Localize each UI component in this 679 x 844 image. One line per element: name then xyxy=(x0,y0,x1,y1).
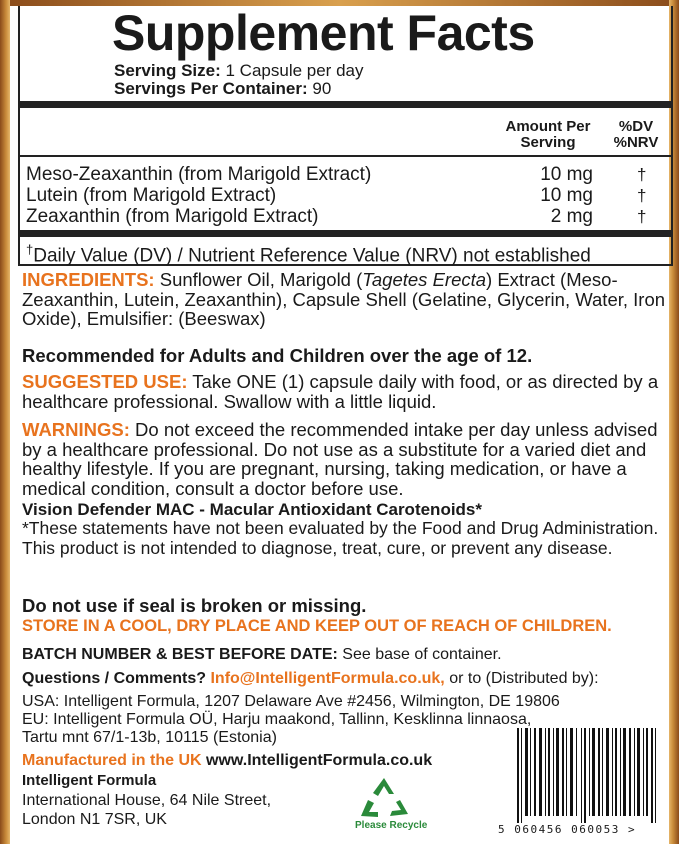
supplement-facts-panel xyxy=(18,6,673,266)
contact-label: Questions / Comments? xyxy=(22,670,207,687)
facts-footnote xyxy=(26,239,591,267)
serving-size-line xyxy=(114,62,363,80)
footnote-text: Daily Value (DV) / Nutrient Reference Value (NRV) not established xyxy=(33,245,591,267)
batch-text: See base of container. xyxy=(337,646,502,663)
label-frame-left xyxy=(0,0,10,844)
manufactured-label: Manufactured in the UK xyxy=(22,752,202,769)
warnings-paragraph xyxy=(22,420,672,498)
recycle-label: Please Recycle xyxy=(355,820,428,831)
barcode xyxy=(515,728,665,823)
manufactured-line xyxy=(22,752,432,770)
amount-header-line1: Amount Per xyxy=(505,118,591,135)
label-content xyxy=(10,6,669,844)
website-link[interactable]: www.IntelligentFormula.co.uk xyxy=(201,752,433,769)
company-address-line1: International House, 64 Nile Street, xyxy=(22,792,272,809)
footnote-dagger: † xyxy=(26,242,34,257)
dv-header-line2: %NRV xyxy=(613,134,659,151)
nutrient-row-name: Meso-Zeaxanthin (from Marigold Extract) xyxy=(26,164,372,185)
company-address-line2: London N1 7SR, UK xyxy=(22,811,167,828)
contact-email-link[interactable]: Info@IntelligentFormula.co.uk, xyxy=(206,670,445,687)
servings-per-container-line xyxy=(114,80,331,98)
servings-per-container-label: Servings Per Container: xyxy=(114,79,308,98)
nutrient-row-name: Lutein (from Marigold Extract) xyxy=(26,185,277,206)
company-name: Intelligent Formula xyxy=(22,772,157,789)
contact-text: or to (Distributed by): xyxy=(444,670,599,687)
suggested-use-paragraph xyxy=(22,372,672,411)
eu-address-line2: Tartu mnt 67/1-13b, 10115 (Estonia) xyxy=(22,729,277,746)
warnings-text: Do not exceed the recommended intake per day unless advised by a healthcare professional. Do not use as a substitute for a varied diet and healthy lifestyle. If you are pregnant, nursing, taking medication, or have a medical condition, consult a doctor before use. xyxy=(22,419,658,499)
dv-nrv-header xyxy=(606,119,666,151)
recommended-line: Recommended for Adults and Children over the age of 12. xyxy=(22,345,533,366)
batch-label: BATCH NUMBER & BEST BEFORE DATE: xyxy=(22,646,338,663)
warnings-label: WARNINGS: xyxy=(22,419,130,440)
facts-rule-thick xyxy=(20,101,671,108)
serving-size-value: 1 Capsule per day xyxy=(225,61,364,80)
batch-line xyxy=(22,646,502,664)
nutrient-row-dv: † xyxy=(637,207,647,226)
amount-header-line2: Serving xyxy=(520,134,576,151)
eu-address-line1: EU: Intelligent Formula OÜ, Harju maakond, Tallinn, Kesklinna linnaosa, xyxy=(22,711,532,728)
seal-warning: Do not use if seal is broken or missing. xyxy=(22,595,367,616)
nutrient-row-dv: † xyxy=(637,186,647,205)
suggested-use-text: Take ONE (1) capsule daily with food, or as directed by a healthcare professional. Swallow with a little liquid. xyxy=(22,371,659,412)
product-line: Vision Defender MAC - Macular Antioxidant Carotenoids* xyxy=(22,500,483,519)
dv-header-line1: %DV xyxy=(618,118,654,135)
serving-size-label: Serving Size: xyxy=(114,61,221,80)
storage-warning: STORE IN A COOL, DRY PLACE AND KEEP OUT OF REACH OF CHILDREN. xyxy=(22,617,612,635)
supplement-facts-title: Supplement Facts xyxy=(112,5,535,61)
fda-statement: *These statements have not been evaluated by the Food and Drug Administration. This product is not intended to diagnose, treat, cure, or prevent any disease. xyxy=(22,518,659,558)
barcode-digits: 5 060456 060053 > xyxy=(498,823,637,836)
nutrient-row-dv: † xyxy=(637,165,647,184)
amount-per-serving-header xyxy=(498,119,598,151)
nutrient-row-amount: 2 mg xyxy=(550,206,593,227)
nutrient-row-amount: 10 mg xyxy=(540,185,593,206)
nutrient-row-name: Zeaxanthin (from Marigold Extract) xyxy=(26,206,319,227)
nutrient-row-amount: 10 mg xyxy=(540,164,593,185)
ingredients-italic: Tagetes Erecta xyxy=(362,269,487,290)
suggested-use-label: SUGGESTED USE: xyxy=(22,371,188,392)
ingredients-text-a: Sunflower Oil, Marigold ( xyxy=(154,269,363,290)
facts-rule-header xyxy=(20,155,671,157)
ingredients-label: INGREDIENTS: xyxy=(22,269,155,290)
ingredients-paragraph xyxy=(22,270,672,329)
recycle-icon xyxy=(356,776,412,820)
contact-line xyxy=(22,670,599,688)
facts-rule-bottom xyxy=(20,230,671,237)
ingredients-text-b: ) Extract (Meso-Zeaxanthin, Lutein, Zeaxanthin), Capsule Shell (Gelatine, Glycerin, Water, Iron Oxide), Emulsifier: (Beeswax) xyxy=(22,269,666,329)
servings-per-container-value: 90 xyxy=(312,79,332,98)
usa-address: USA: Intelligent Formula, 1207 Delaware Ave #2456, Wilmington, DE 19806 xyxy=(22,693,560,710)
